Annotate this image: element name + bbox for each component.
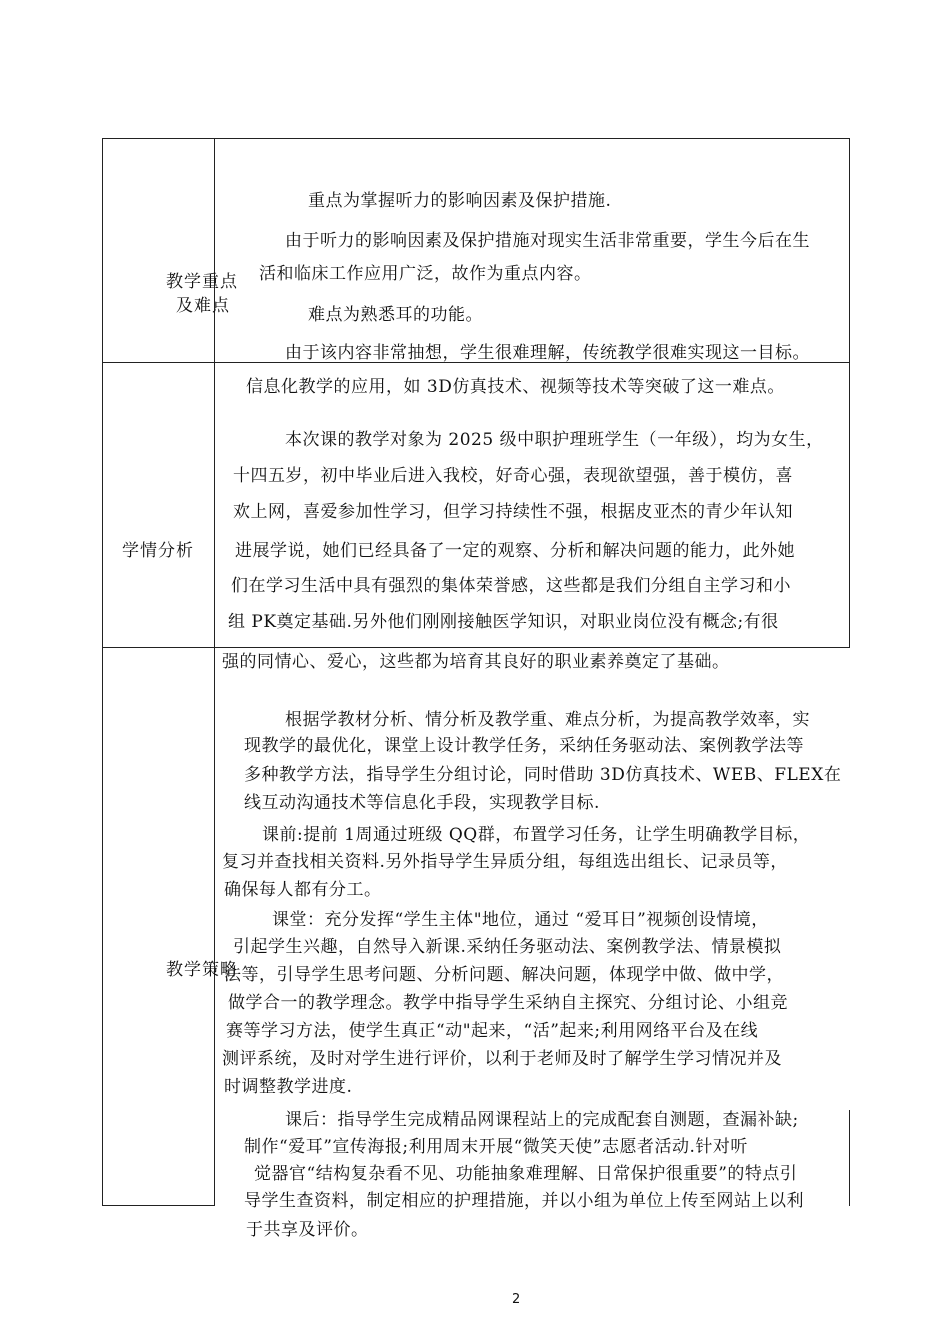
strategy-line: 课前:提前 1周通过班级 QQ群，布置学习任务，让学生明确教学目标， xyxy=(262,825,811,845)
strategy-line: 于共享及评价。 xyxy=(246,1220,369,1240)
focus-line: 信息化教学的应用，如 3D仿真技术、视频等技术等突破了这一难点。 xyxy=(246,377,785,397)
learners-line: 组 PK奠定基础.另外他们刚刚接触医学知识，对职业岗位没有概念;有很 xyxy=(228,612,779,632)
table-left-border xyxy=(102,138,103,1206)
strategy-line: 导学生查资料，制定相应的护理措施，并以小组为单位上传至网站上以利 xyxy=(244,1191,804,1211)
strategy-line: 时调整教学进度. xyxy=(224,1077,353,1097)
strategy-line: 课堂：充分发挥“学生主体"地位，通过 “爱耳日”视频创设情境， xyxy=(272,910,769,930)
learners-line: 强的同情心、爱心，这些都为培育其良好的职业素养奠定了基础。 xyxy=(222,652,730,672)
strategy-line: 引起学生兴趣，自然导入新课.采纳任务驱动法、案例教学法、情景模拟 xyxy=(233,937,782,957)
learners-line: 们在学习生活中具有强烈的集体荣誉感，这些都是我们分组自主学习和小 xyxy=(231,576,791,596)
focus-label-line2: 及难点 xyxy=(176,296,230,316)
strategy-line: 做学合一的教学理念。教学中指导学生采纳自主探究、分组讨论、小组竞 xyxy=(228,993,788,1013)
focus-label-line1: 教学重点 xyxy=(166,272,238,292)
focus-line: 重点为掌握听力的影响因素及保护措施. xyxy=(308,191,612,211)
learners-label: 学情分析 xyxy=(122,541,194,561)
learners-line: 本次课的教学对象为 2025 级中职护理班学生（一年级），均为女生， xyxy=(285,430,824,450)
strategy-label: 教学策略 xyxy=(166,960,238,980)
focus-line: 难点为熟悉耳的功能。 xyxy=(308,305,483,325)
learners-line: 进展学说，她们已经具备了一定的观察、分析和解决问题的能力，此外她 xyxy=(235,541,795,561)
strategy-line: 测评系统，及时对学生进行评价，以利于老师及时了解学生学习情况并及 xyxy=(222,1049,782,1069)
strategy-line: 制作“爱耳”宣传海报;利用周末开展“微笑天使”志愿者活动.针对听 xyxy=(244,1137,748,1157)
focus-line: 由于该内容非常抽想，学生很难理解，传统教学很难实现这一目标。 xyxy=(285,343,810,363)
strategy-line: 现教学的最优化，课堂上设计教学任务，采纳任务驱动法、案例教学法等 xyxy=(244,736,804,756)
strategy-line: 课后：指导学生完成精品网课程站上的完成配套自测题，查漏补缺; xyxy=(285,1110,799,1130)
table-bottom-border xyxy=(102,1205,215,1206)
table-row-divider-2 xyxy=(102,647,850,648)
strategy-line: 确保每人都有分工。 xyxy=(224,880,382,900)
strategy-line: 根据学教材分析、情分析及教学重、难点分析，为提高教学效率，实 xyxy=(285,710,810,730)
table-right-border xyxy=(849,138,850,648)
page-number: 2 xyxy=(512,1292,521,1307)
strategy-line: 复习并查找相关资料.另外指导学生异质分组，每组选出组长、记录员等， xyxy=(222,852,788,872)
strategy-line: 赛等学习方法，使学生真正“动"起来，“活”起来;利用网络平台及在线 xyxy=(226,1021,759,1041)
focus-line: 活和临床工作应用广泛，故作为重点内容。 xyxy=(259,264,592,284)
strategy-line: 觉器官“结构复杂看不见、功能抽象难理解、日常保护很重要”的特点引 xyxy=(254,1164,798,1184)
learners-line: 十四五岁，初中毕业后进入我校，好奇心强，表现欲望强，善于模仿，喜 xyxy=(233,466,793,486)
focus-line: 由于听力的影响因素及保护措施对现实生活非常重要，学生今后在生 xyxy=(285,231,810,251)
strategy-line: 多种教学方法，指导学生分组讨论，同时借助 3D仿真技术、WEB、FLEX在 xyxy=(244,765,842,785)
table-right-border-lower xyxy=(849,1110,850,1206)
strategy-line: 线互动沟通技术等信息化手段，实现教学目标. xyxy=(244,793,600,813)
strategy-line: 法等，引导学生思考问题、分析问题、解决问题，体现学中做、做中学， xyxy=(224,965,784,985)
learners-line: 欢上网，喜爱参加性学习，但学习持续性不强，根据皮亚杰的青少年认知 xyxy=(233,502,793,522)
